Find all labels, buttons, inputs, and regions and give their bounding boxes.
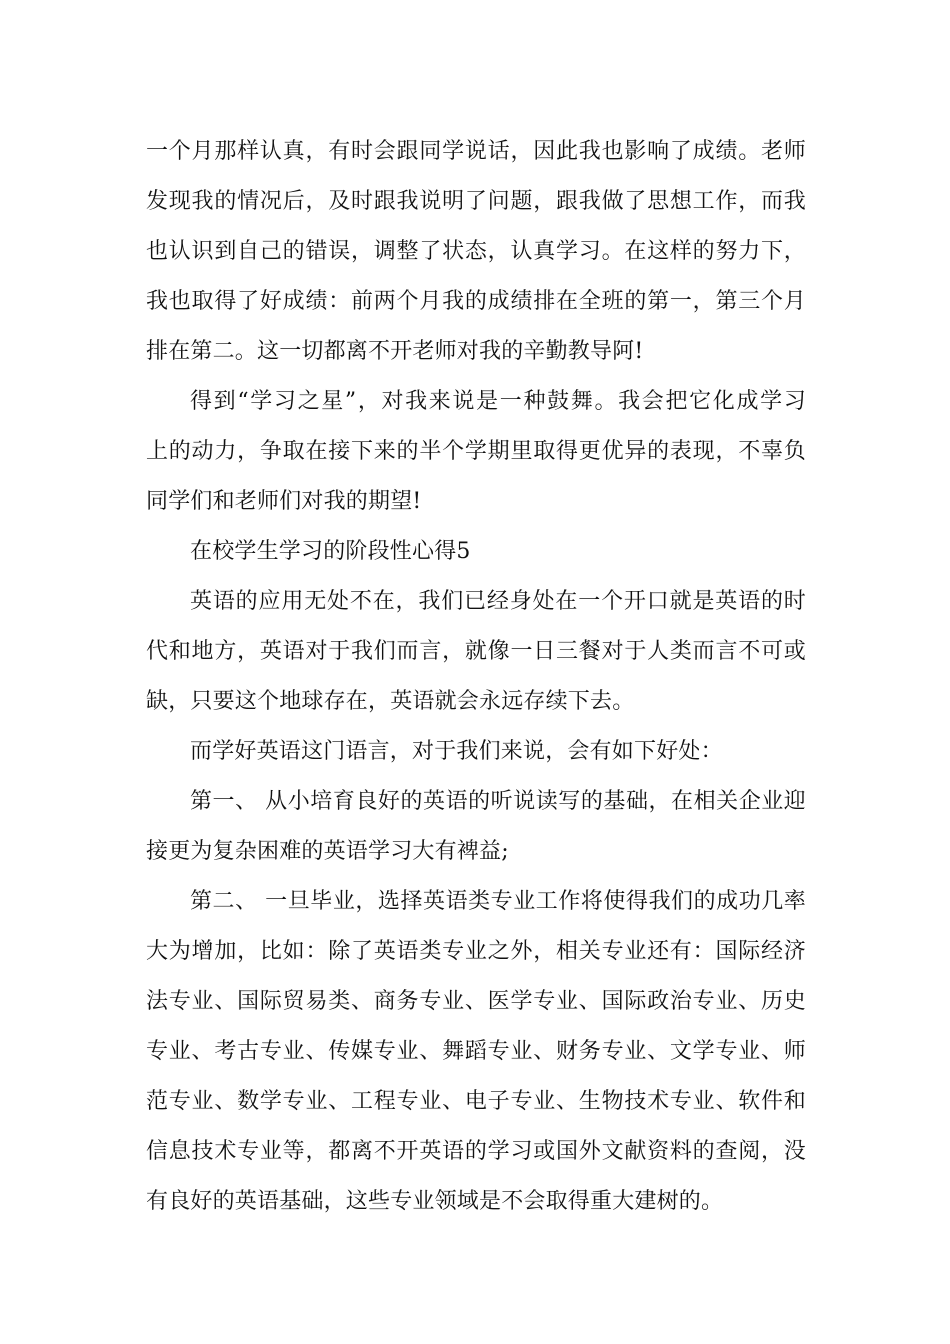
- text-line: 得到“学习之星”，对我来说是一种鼓舞。我会把它化成学习: [190, 389, 806, 414]
- text-line: 而学好英语这门语言，对于我们来说，会有如下好处：: [190, 739, 723, 764]
- text-line: 排在第二。这一切都离不开老师对我的辛勤教导阿!: [146, 339, 644, 364]
- text-line: 我也取得了好成绩：前两个月我的成绩排在全班的第一，第三个月: [146, 289, 806, 314]
- text-line: 英语的应用无处不在，我们已经身处在一个开口就是英语的时: [190, 589, 806, 614]
- text-line: 缺，只要这个地球存在，英语就会永远存续下去。: [146, 689, 635, 714]
- text-line: 专业、考古专业、传媒专业、舞蹈专业、财务专业、文学专业、师: [146, 1039, 806, 1064]
- text-line: 上的动力，争取在接下来的半个学期里取得更优异的表现，不辜负: [146, 439, 806, 464]
- text-line: 范专业、数学专业、工程专业、电子专业、生物技术专业、软件和: [146, 1089, 806, 1114]
- document-page: [146, 127, 806, 1227]
- text-line: 同学们和老师们对我的期望!: [146, 489, 422, 514]
- text-line: 第一、 从小培育良好的英语的听说读写的基础，在相关企业迎: [190, 789, 806, 814]
- text-line: 发现我的情况后，及时跟我说明了问题，跟我做了思想工作，而我: [146, 189, 806, 214]
- text-line: 在校学生学习的阶段性心得5: [190, 539, 471, 564]
- text-line: 代和地方，英语对于我们而言，就像一日三餐对于人类而言不可或: [146, 639, 806, 664]
- text-line: 法专业、国际贸易类、商务专业、医学专业、国际政治专业、历史: [146, 989, 806, 1014]
- text-line: 第二、 一旦毕业，选择英语类专业工作将使得我们的成功几率: [190, 889, 806, 914]
- text-line: 有良好的英语基础，这些专业领域是不会取得重大建树的。: [146, 1189, 724, 1214]
- text-line: 信息技术专业等，都离不开英语的学习或国外文献资料的查阅，没: [146, 1139, 806, 1164]
- text-line: 也认识到自己的错误，调整了状态，认真学习。在这样的努力下，: [146, 239, 806, 264]
- text-line: 接更为复杂困难的英语学习大有裨益;: [146, 839, 509, 864]
- text-line: 一个月那样认真，有时会跟同学说话，因此我也影响了成绩。老师: [146, 139, 806, 164]
- text-line: 大为增加，比如：除了英语类专业之外，相关专业还有：国际经济: [146, 939, 806, 964]
